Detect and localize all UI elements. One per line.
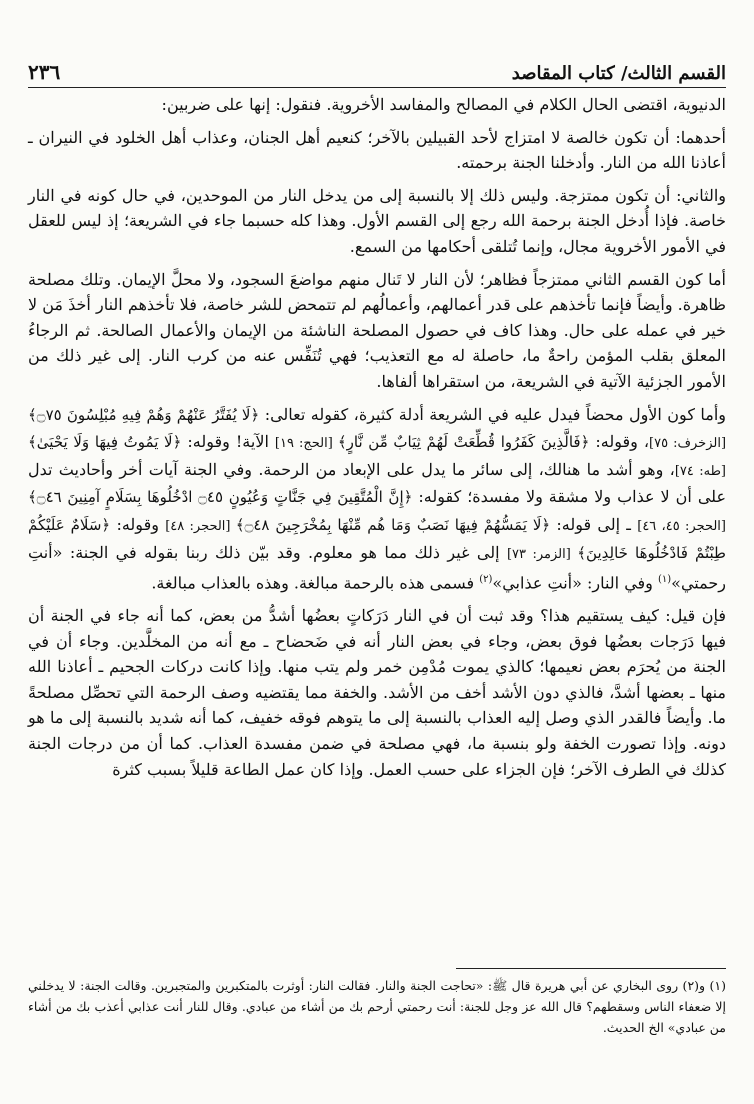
- footnote-divider: [456, 968, 726, 969]
- paragraph: أما كون القسم الثاني ممتزجاً فظاهر؛ لأن النار لا تَنال منهم مواضعَ السجود، ولا محلَّ الإيمان. وتلك مصلحة ظاهرة. وأيضاً فإنما تأخذهم على قدر أعمالهم، وأعمالُهم لم تتمحض للشر خاصة، فلا تأخذهم النار أخذَ مَن لا خير في عمله على حال. وهذا كاف في حصول المصلحة الناشئة من الإيمان والأعمال الصالحة. ثم الرجاءُ المعلق بقلب المؤمن راحةٌ ما، حاصلة له مع التعذيب؛ فهي تُنَفِّس عنه من كرب النار. إلى غير ذلك من الأمور الجزئية الآتية في الشريعة، من استقراها ألفاها.: [28, 269, 726, 391]
- text-run: إلى غير ذلك مما هو معلوم. وقد بيّن ذلك ربنا بقوله في الجنة: «أنتِ رحمتي»: [28, 542, 726, 593]
- paragraph-quran-evidence: [28, 402, 726, 596]
- footnotes: [28, 968, 726, 1038]
- footnote-marker: (١): [657, 574, 672, 586]
- text-run: وقوله:: [110, 514, 166, 534]
- paragraph: الدنيوية، اقتضى الحال الكلام في المصالح والمفاسد الأخروية. فنقول: إنها على ضربين:: [161, 95, 726, 114]
- page-body: [28, 92, 726, 789]
- verse-reference: [طه: ٧٤]: [674, 463, 727, 479]
- quran-verse: ﴿لَا يُفَتَّرُ عَنْهُمْ وَهُمْ فِيهِ مُبْلِسُونَ ۝٧٥﴾: [28, 405, 260, 424]
- paragraph: والثاني: أن تكون ممتزجة. وليس ذلك إلا بالنسبة إلى من يدخل النار من الموحدين، في حال كونه في النار خاصة. فإذا أُدخل الجنة برحمة الله رجع إلى القسم الأول. وهذا كله حسبما جاء في الشريعة؛ إذ ليس للعقل في الأمور الأخروية مجال، وإنما تُتلقى أحكامها من السمع.: [28, 185, 726, 256]
- quran-verse: ﴿لَا يَمَسُّهُمْ فِيهَا نَصَبٌ وَمَا هُم مِّنْهَا بِمُخْرَجِينَ ۝٤٨﴾: [235, 515, 551, 534]
- quran-verse: ﴿إِنَّ الْمُتَّقِينَ فِي جَنَّاتٍ وَعُيُونٍ ۝٤٥ ادْخُلُوهَا بِسَلَامٍ آمِنِينَ ۝٤٦﴾: [28, 488, 413, 507]
- footnote: (١) و(٢) روى البخاري عن أبي هريرة قال ﷺ: «تحاجت الجنة والنار. فقالت النار: أوثرت بالمتكبرين والمتجبرين. وقالت الجنة: لا يدخلني إلا ضعفاء الناس وسقطهم؟ قال الله عز وجل للجنة: أنت رحمتي أرحم بك من أشاء من عبادي. وقال للنار أنت عذابي أعذب بك من أشاء من عبادي» الخ الحديث.: [28, 978, 727, 1035]
- text-run: ، وقوله:: [589, 432, 650, 452]
- text-run: ، وهو أشد ما هنالك، إلى سائر ما يدل على الإبعاد من الرحمة. وفي الجنة آيات أخر وأحاديث تدل على أن لا عذاب ولا مشقة ولا مفسدة؛ كقوله:: [28, 459, 726, 507]
- footnote-marker: (٢): [479, 574, 493, 586]
- page-header: [28, 58, 726, 88]
- verse-reference: [الحجر: ٤٨]: [165, 518, 236, 534]
- text-run: وأما كون الأول محضاً فيدل عليه في الشريعة أدلة كثيرة، كقوله تعالى:: [259, 404, 726, 424]
- page-number: ٢٣٦: [28, 60, 61, 84]
- text-run: الآية! وقوله:: [181, 432, 275, 452]
- verse-reference: [الحج: ١٩]: [274, 436, 338, 452]
- quran-verse: ﴿لَا يَمُوتُ فِيهَا وَلَا يَحْيَىٰ﴾: [28, 433, 182, 452]
- verse-reference: [الزخرف: ٧٥]: [649, 436, 727, 452]
- paragraph: فإن قيل: كيف يستقيم هذا؟ وقد ثبت أن في النار دَرَكاتٍ بعضُها أشدُّ من بعض، كما أنه جاء في الجنة أن فيها دَرَجات بعضُها فوق بعض، وجاء في بعض النار أنه في ضَحضاح ـ مع أنه من المخلَّدين. وجاء أن في الجنة من يُحرَم بعض نعيمها؛ كالذي يموت مُدْمِن خمر ولم يتب منها. وإذا كانت دركات الجحيم ـ أعاذنا الله منها ـ بعضها أشدَّ، فالذي دون الأشد أخف من الأشد. والخفة مما يقتضيه وصف الرحمة التي تحصِّل مصلحةً ما. وأيضاً فالقدر الذي وصل إليه العذاب بالنسبة إلى ما يتوهم فوقه خفيف، كما أنه شديد بالنسبة إلى ما هو دونه. وإذا تصورت الخفة ولو بنسبة ما، فهي مصلحة في ضمن مفسدة العذاب. كما أن من درجات الجنة كذلك في الطرف الآخر؛ فإن الجزاء على حسب العمل. وإذا كان عمل الطاعة قليلاً بسبب كثرة: [28, 606, 726, 779]
- quran-verse: ﴿فَالَّذِينَ كَفَرُوا قُطِّعَتْ لَهُمْ ثِيَابٌ مِّن نَّارٍ﴾: [337, 433, 590, 452]
- text-run: فسمى هذه بالرحمة مبالغة. وهذه بالعذاب مبالغة.: [151, 573, 480, 593]
- quran-verse: ﴿سَلَامٌ عَلَيْكُمْ طِبْتُمْ فَادْخُلُوهَا خَالِدِينَ﴾: [28, 515, 726, 562]
- paragraph: أحدهما: أن تكون خالصة لا امتزاج لأحد القبيلين بالآخر؛ كنعيم أهل الجنان، وعذاب أهل الخلود في النيران ـ أعاذنا الله من النار. وأدخلنا الجنة برحمته.: [28, 127, 726, 173]
- verse-reference: [الزمر: ٧٣]: [506, 546, 578, 562]
- verse-reference: [الحجر: ٤٥، ٤٦]: [637, 518, 726, 534]
- text-run: ـ إلى قوله:: [550, 514, 638, 534]
- running-title: القسم الثالث/ كتاب المقاصد: [511, 63, 726, 84]
- text-run: وفي النار: «أنتِ عذابي»: [492, 573, 658, 593]
